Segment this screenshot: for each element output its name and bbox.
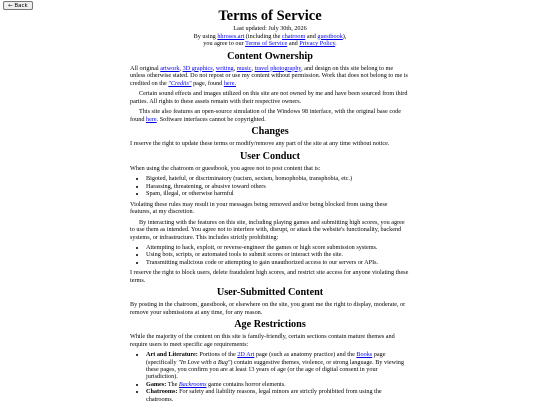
intro-text: and <box>287 40 300 48</box>
intro-text: By using <box>193 32 218 40</box>
conduct-paragraph: When using the chatroom or guestbook, you agree not to post content that is: <box>130 164 321 172</box>
text: page (such as anatomy practice) and the <box>254 351 357 359</box>
submitted-paragraph: By posting in the chatroom, guestbook, or elsewhere on the site, you grant me the right to display, moderate, or remove your submissions at any time, for any reason. <box>130 301 406 316</box>
ownership-paragraph <box>130 65 410 88</box>
graphics-link[interactable]: 3D graphics <box>182 64 213 72</box>
age-restrictions-heading: Age Restrictions <box>234 319 306 331</box>
text: The <box>166 380 179 388</box>
list-item: • Bigoted, hateful, or discriminatory (racism, sexism, homophobia, transphobia, etc.) <box>146 175 410 182</box>
text: , <box>233 64 237 72</box>
music-link[interactable]: music <box>236 64 252 72</box>
books-link[interactable]: Books <box>356 351 373 359</box>
2d-art-link[interactable]: 2D Art <box>237 351 255 359</box>
photography-link[interactable]: travel photography <box>254 64 302 72</box>
text: , and design on this site belong to me unless otherwise stated. Do not repost or use my content without permission. Work that does not belong to me is credited on the <box>130 64 408 87</box>
intro-text: you agree to our <box>203 40 246 48</box>
text: Portions of the <box>197 351 238 359</box>
terms-page <box>130 6 410 406</box>
text: , <box>212 64 216 72</box>
page-title: Terms of Service <box>218 8 322 24</box>
text: page, found <box>191 79 224 87</box>
open-source-paragraph <box>130 108 410 123</box>
text: , <box>251 64 255 72</box>
user-conduct-heading: User Conduct <box>239 150 301 162</box>
text: ) contain suggestive themes, violence, or strong language. By viewing these pages, you confirm you are at least 13 years of age (or the age of digital consent in your jurisdiction). <box>146 358 404 381</box>
list-item: • Harassing, threatening, or abusive toward others <box>146 183 410 190</box>
backrooms-link[interactable]: Backrooms <box>178 380 207 388</box>
site-link[interactable]: hhroses.art <box>217 32 245 40</box>
list-item: • Using bots, scripts, or automated tools to submit scores or interact with the site. <box>146 251 410 258</box>
intro <box>130 33 410 48</box>
artwork-link[interactable]: artwork <box>160 64 180 72</box>
prohibited-actions-list <box>130 244 410 266</box>
prohibited-content-list <box>130 175 410 197</box>
back-button[interactable]: ← Back <box>3 1 33 10</box>
age-paragraph: While the majority of the content on this site is family-friendly, certain sections contain mature themes and require users to meet specific age requirements: <box>130 333 395 348</box>
interaction-paragraph: By interacting with the features on this site, including playing games and submitting high scores, you agree to use them as intended. You agree not to interfere with, disrupt, or attack the website's functionality, backend systems, or infrastructure. This includes strictly prohibiting: <box>130 218 405 241</box>
text: . Software interfaces cannot be copyrighted. <box>156 115 266 123</box>
tos-link[interactable]: Terms of Service <box>245 40 288 48</box>
list-item-art <box>146 351 410 381</box>
base-code-link[interactable]: here <box>145 115 157 123</box>
chatroom-link[interactable]: chatroom <box>281 32 306 40</box>
intro-text: and <box>305 32 318 40</box>
violation-paragraph: Violating these rules may result in your messages being removed and/or being blocked from using these features, at my discretion. <box>130 200 388 215</box>
last-updated: Last updated: July 30th, 2026 <box>233 25 307 32</box>
guestbook-link[interactable]: guestbook <box>317 32 343 40</box>
text: game contains horror elements. <box>206 380 286 388</box>
text: All original <box>130 64 161 72</box>
item-label: Art and Literature: <box>146 351 198 359</box>
writing-link[interactable]: writing <box>215 64 234 72</box>
book-title: "In Love with a Bug" <box>178 358 231 366</box>
list-item-chatrooms <box>146 388 410 403</box>
intro-text: (including the <box>244 32 282 40</box>
user-submitted-heading: User-Submitted Content <box>216 287 324 299</box>
text: , <box>179 64 183 72</box>
block-paragraph: I reserve the right to block users, delete fraudulent high scores, and restrict site access for anyone violating these terms. <box>130 269 409 284</box>
text: For safety and liability reasons, legal minors are strictly prohibited from using the chatrooms. <box>146 388 382 403</box>
privacy-link[interactable]: Privacy Policy <box>299 40 336 48</box>
credits-link[interactable]: "Credits" <box>168 79 192 87</box>
item-label: Games: <box>146 380 167 388</box>
list-item-games <box>146 381 410 388</box>
third-party-paragraph: Certain sound effects and images utilized on this site are not owned by me and have been sourced from third parties. All rights to these assets remain with their respective owners. <box>130 90 408 105</box>
age-restrictions-list <box>130 351 410 403</box>
item-label: Chatrooms: <box>146 388 178 396</box>
intro-text: . <box>335 40 337 48</box>
intro-text: ), <box>342 32 347 40</box>
text: page (specifically <box>146 351 386 366</box>
changes-paragraph: I reserve the right to update these terms or modify/remove any part of the site at any time without notice. <box>130 140 390 148</box>
changes-heading: Changes <box>251 126 289 138</box>
list-item: • Spam, illegal, or otherwise harmful <box>146 190 410 197</box>
content-ownership-heading: Content Ownership <box>227 50 313 62</box>
list-item: • Transmitting malicious code or attempting to gain unauthorized access to our servers or APIs. <box>146 259 410 266</box>
credits-here-link[interactable]: here. <box>223 79 237 87</box>
list-item: • Attempting to hack, exploit, or reverse-engineer the games or high score submission systems. <box>146 244 410 251</box>
text: This site also features an open-source simulation of the Windows 98 interface, with the original base code found <box>130 108 402 123</box>
